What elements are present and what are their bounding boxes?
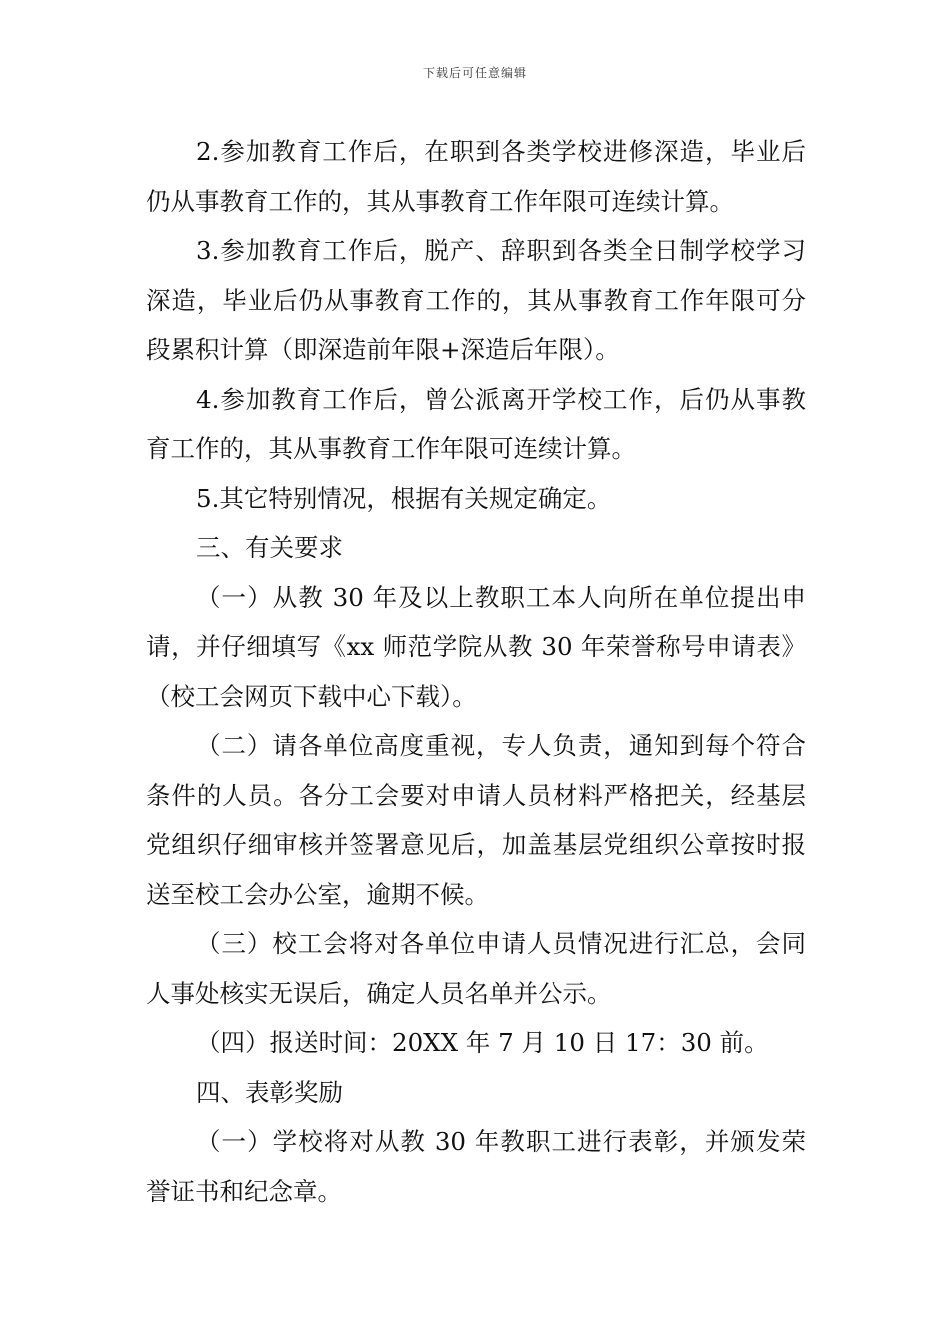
header-note: 下载后可任意编辑	[422, 66, 527, 80]
section-heading-requirements: 三、有关要求	[196, 533, 343, 562]
paragraph-item-5: 5.其它特别情况，根据有关规定确定。	[196, 483, 612, 513]
section-heading-awards: 四、表彰奖励	[196, 1077, 343, 1107]
paragraph-award-1: （一）学校将对从教 30 年教职工进行表彰，并颁发荣誉证书和纪念章。	[146, 1127, 806, 1206]
paragraph-requirement-2: （二）请各单位高度重视，专人负责，通知到每个符合条件的人员。各分工会要对申请人员材料严格把关，经基层党组织仔细审核并签署意见后，加盖基层党组织公章按时报送至校工会办公室，逾期不候。	[146, 731, 806, 909]
document-body	[146, 127, 806, 1216]
paragraph-requirement-1: （一）从教 30 年及以上教职工本人向所在单位提出申请，并仔细填写《xx 师范学院从教 30 年荣誉称号申请表》（校工会网页下载中心下载）。	[146, 582, 806, 711]
paragraph-requirement-4: （四）报送时间：20XX 年 7 月 10 日 17：30 前。	[196, 1028, 769, 1057]
paragraph-item-3: 3.参加教育工作后，脱产、辞职到各类全日制学校学习深造，毕业后仍从事教育工作的，其从事教育工作年限可分段累积计算（即深造前年限+深造后年限）。	[146, 236, 806, 364]
paragraph-requirement-3: （三）校工会将对各单位申请人员情况进行汇总，会同人事处核实无误后，确定人员名单并公示。	[146, 929, 806, 1008]
paragraph-item-2: 2.参加教育工作后，在职到各类学校进修深造，毕业后仍从事教育工作的，其从事教育工作年限可连续计算。	[146, 137, 806, 216]
paragraph-item-4: 4.参加教育工作后，曾公派离开学校工作，后仍从事教育工作的，其从事教育工作年限可连续计算。	[146, 384, 806, 463]
